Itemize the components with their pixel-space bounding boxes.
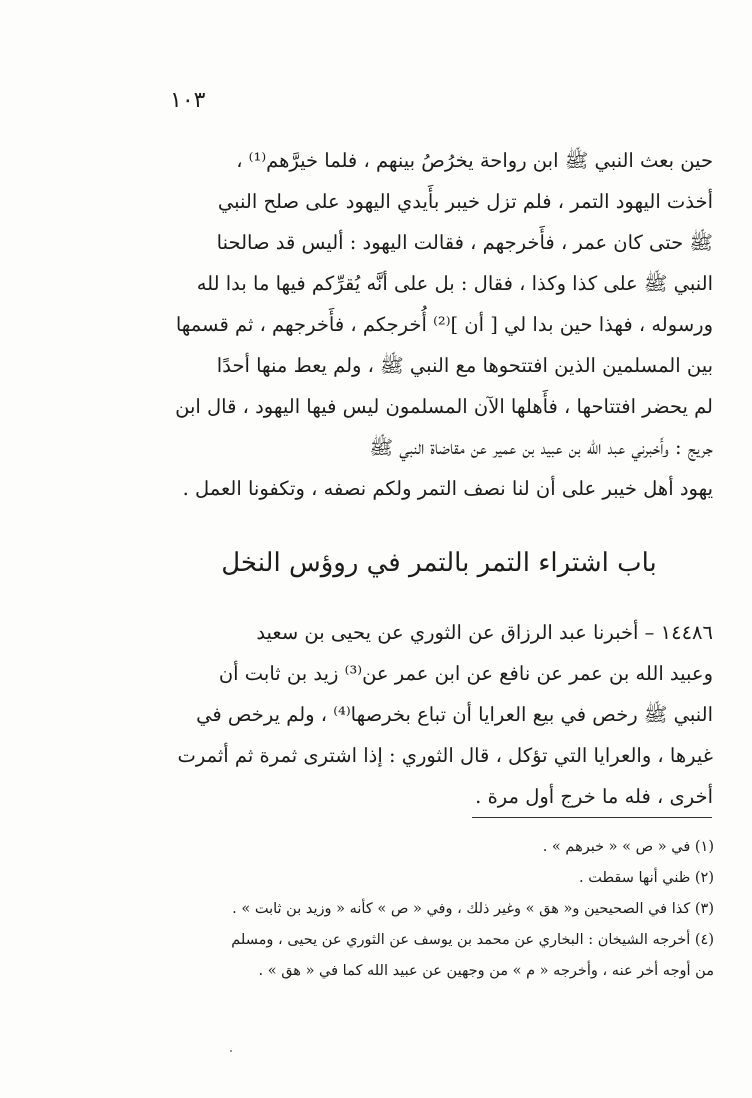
page-number: ١٠٣ [170,88,206,113]
text-line: حين بعث النبي ﷺ ابن رواحة يخرُصُ بينهم ، فلما خيرَّهم⁽¹⁾ ، [236,149,713,172]
hadith-paragraph [165,612,713,817]
continuation-paragraph [165,140,713,509]
footnote-divider [472,817,712,818]
text-line: يهود أهل خيبر على أن لنا نصف التمر ولكم نصفه ، وتكفونا العمل . [182,477,713,500]
text-line: بين المسلمين الذين افتتحوها مع النبي ﷺ ، ولم يعط منها أحدًا [216,354,713,377]
text-line: غيرها ، والعرايا التي تؤكل ، قال الثوري : إذا اشترى ثمرة ثم أثمرت [177,744,713,767]
text-line: أخرى ، فله ما خرج أول مرة . [475,785,713,808]
footnote-1: (١) في « ص » « خبرهم » . [542,839,714,855]
footnote-4: (٤) أخرجه الشيخان : البخاري عن محمد بن يوسف عن الثوري عن يحيى ، ومسلم [231,932,714,948]
text-line: جريج : وأَخبرني عبد الله بن عبيد بن عمير عن مقاضاة النبي ﷺ [369,436,713,459]
text-line: ١٤٤٨٦ – أخبرنا عبد الرزاق عن الثوري عن يحيى بن سعيد [256,621,713,644]
footnote-2: (٢) ظني أنها سقطت . [579,870,714,886]
footnote-4-continued: من أوجه أخر عنه ، وأخرجه « م » من وجهين عن عبيد الله كما في « هق » . [258,963,714,979]
chapter-title: باب اشتراء التمر بالتمر في روؤس النخل [221,548,657,578]
footnote-3: (٣) كذا في الصحيحين و« هق » وغير ذلك ، وفي « ص » كأنه « وزيد بن ثابت » . [232,901,714,917]
page-speck [230,1050,232,1052]
text-line: ورسوله ، فهذا حين بدا لي [ أن ]⁽²⁾ أُخرجكم ، فأَخرجهم ، ثم قسمها [175,313,713,336]
text-line: ﷺ حتى كان عمر ، فأَخرجهم ، فقالت اليهود : أليس قد صالحنا [216,231,713,254]
text-line: لم يحضر افتتاحها ، فأَهلها الآن المسلمون ليس فيها اليهود ، قال ابن [175,395,713,418]
text-line: وعبيد الله بن عمر عن نافع عن ابن عمر عن⁽³⁾ زيد بن ثابت أن [218,662,713,685]
footnotes [160,832,714,987]
text-line: النبي ﷺ رخص في بيع العرايا أن تباع بخرصها⁽⁴⁾ ، ولم يرخص في [196,703,713,726]
text-line: النبي ﷺ على كذا وكذا ، فقال : بل على أنَّه يُقرِّكم فيها ما بدا لله [196,272,713,295]
text-line: أخذت اليهود التمر ، فلم تزل خيبر بأَيدي اليهود على صلح النبي [217,190,713,213]
